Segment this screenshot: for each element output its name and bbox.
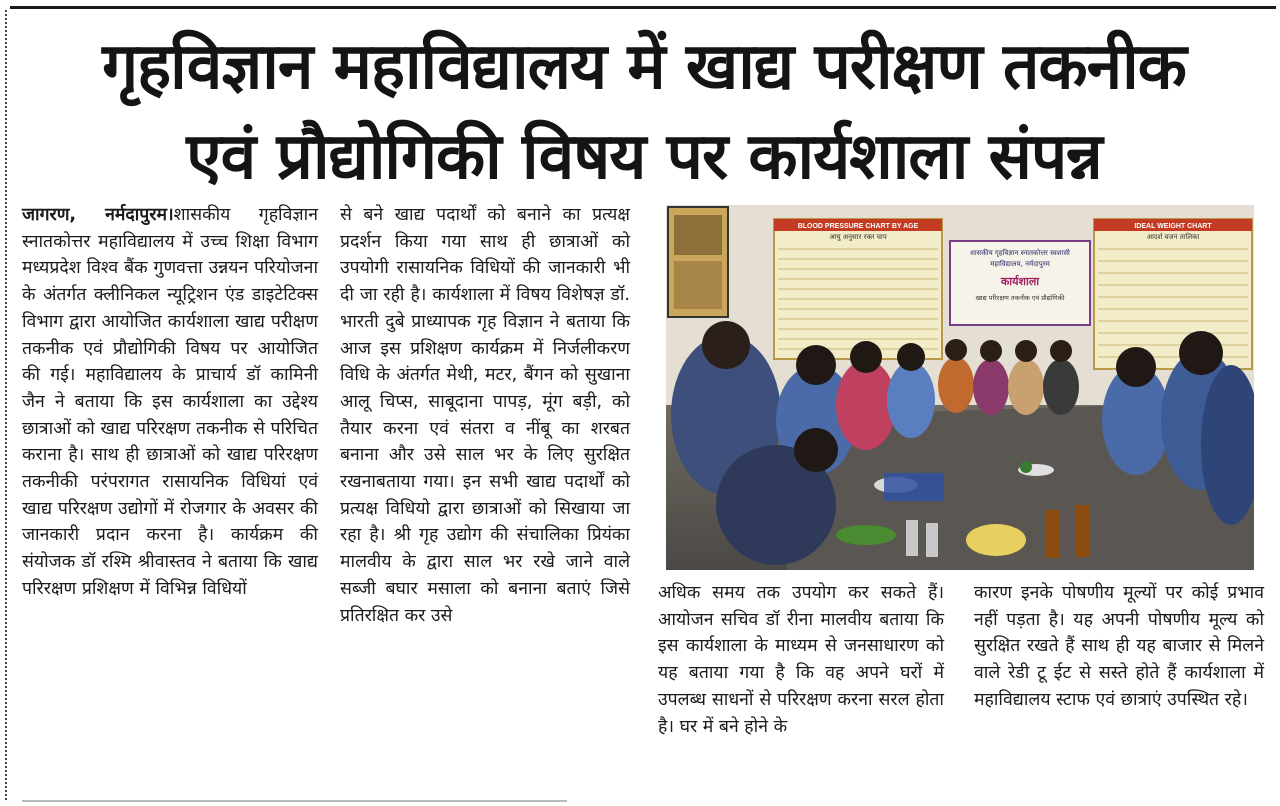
top-rule (10, 6, 1276, 9)
left-dotted-border (5, 10, 7, 800)
article-column-4 (974, 580, 1264, 714)
article-column-2 (340, 202, 630, 629)
poster-image-top (674, 215, 722, 255)
news-photo (666, 205, 1254, 570)
banner-line-4: खाद्य परिरक्षण तकनीक एवं प्रौद्योगिकी (975, 294, 1065, 302)
classroom-photo-illustration (666, 205, 1254, 570)
weight-chart-board (1094, 219, 1252, 369)
headline-line-1: गृहविज्ञान महाविद्यालय में खाद्य परीक्षण तकनीक (102, 30, 1186, 104)
column-1-text: शासकीय गृहविज्ञान स्नातकोत्तर महाविद्यालय में उच्च शिक्षा विभाग मध्यप्रदेश विश्व बैंक गुणवत्ता उन्नयन परियोजना के अंतर्गत क्लीनिकल न्यूट्रिशन एंड डाइटेटिक्स विभाग द्वारा आयोजित कार्यशाला खाद्य परीक्षण तकनीक एवं प्रौद्योगिकी विषय पर आयोजित की गई। महाविद्यालय के प्राचार्य डॉ कामिनी जैन ने बताया कि इस कार्यशाला का उद्देश्य छात्राओं को खाद्य परिरक्षण तकनीक से परिचित कराना है। साथ ही छात्राओं को खाद्य परिरक्षण तकनीकी परंपरागत रासायनिक विधियां एवं खाद्य परिरक्षण उद्योगों में रोजगार के अवसर की जानकारी प्रदान करना है। कार्यक्रम की संयोजक डॉ रश्मि श्रीवास्तव ने बताया कि खाद्य परिरक्षण प्रशिक्षण में विभिन्न विधियों (22, 205, 318, 599)
dateline: जागरण, नर्मदापुरम। (22, 205, 174, 225)
weight-chart-title: IDEAL WEIGHT CHART (1134, 223, 1212, 230)
bottom-rule (22, 800, 567, 802)
bp-chart-title: BLOOD PRESSURE CHART BY AGE (797, 223, 919, 230)
article-column-1 (22, 202, 318, 603)
bp-chart-subtitle: आयु अनुसार रक्त चाप (829, 233, 887, 241)
column-2-text: से बने खाद्य पदार्थों को बनाने का प्रत्यक्ष प्रदर्शन किया गया साथ ही छात्राओं को उपयोगी रासायनिक विधियों की जानकारी भी दी जा रही है। कार्यशाला में विषय विशेषज्ञ डॉ. भारती दुबे प्राध्यापक गृह विज्ञान ने बताया कि आज इस प्रशिक्षण कार्यक्रम में निर्जलीकरण विधि के अंतर्गत मेथी, मटर, बैंगन को सुखाना आलू चिप्स, साबूदाना पापड़, मूंग बड़ी, को तैयार करना एवं संतरा व नींबू का शरबत बनाना और उसे साल भर के लिए सुरक्षित रखनाबताया गया। इन सभी खाद्य पदार्थों को प्रत्यक्ष विधियो द्वारा छात्राओं को सिखाया जा रहा है। श्री गृह उद्योग की संचालिका प्रियंका मालवीय के द्वारा साल भर रखे जाने वाले सब्जी बघार मसाला को बनाना बताएं जिसे प्रतिरक्षित कर उसे (340, 205, 630, 626)
column-4-text: कारण इनके पोषणीय मूल्यों पर कोई प्रभाव नहीं पड़ता है। यह अपनी पोषणीय मूल्य को सुरक्षित रखते हैं साथ ही यह बाजार से मिलने वाले रेडी टू ईट से सस्ते होते हैं कार्यशाला में महाविद्यालय स्टाफ एवं छात्राएं उपस्थित रहे। (974, 583, 1264, 710)
column-3-text: अधिक समय तक उपयोग कर सकते हैं। आयोजन सचिव डॉ रीना मालवीय बताया कि इस कार्यशाला के माध्यम से जनसाधारण को यह बताया गया है कि वह अपने घरों में उपलब्ध साधनों से परिरक्षण करना सरल होता है। घर में बने होने के (658, 583, 944, 737)
banner-line-3: कार्यशाला (1000, 275, 1040, 288)
poster-image-bottom (674, 261, 722, 309)
headline (14, 22, 1274, 202)
weight-chart-subtitle: आदर्श वजन तालिका (1146, 233, 1200, 241)
banner-line-2: महाविद्यालय, नर्मदापुरम (990, 260, 1050, 268)
banner-line-1: शासकीय गृहविज्ञान स्नातकोत्तर स्वशासी (970, 249, 1070, 257)
article-column-3 (658, 580, 944, 740)
headline-line-2: एवं प्रौद्योगिकी विषय पर कार्यशाला संपन्न (186, 120, 1102, 194)
